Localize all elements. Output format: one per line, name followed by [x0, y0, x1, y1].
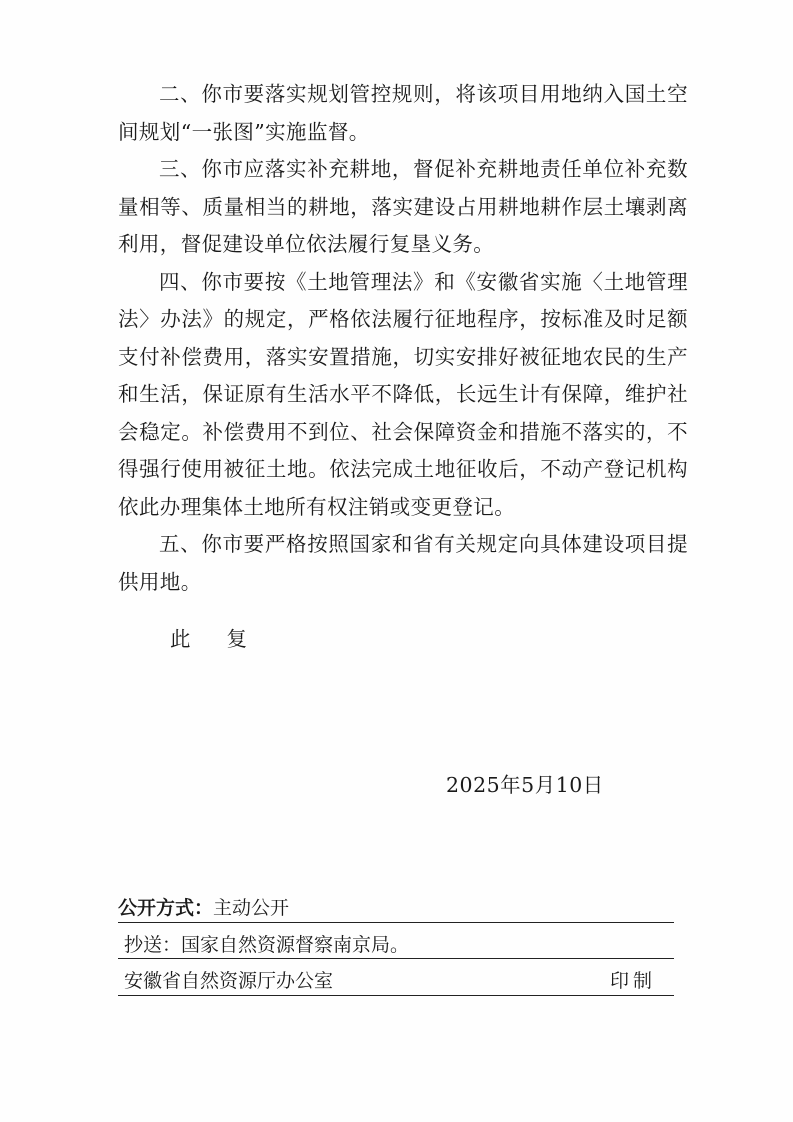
issuer-name: 安徽省自然资源厅办公室 [124, 970, 334, 992]
paragraph-5: 五、你市要严格按照国家和省有关规定向具体建设项目提供用地。 [118, 532, 688, 594]
cc-line [118, 930, 674, 957]
publication-method [118, 893, 674, 920]
publication-value: 主动公开 [213, 897, 290, 919]
cc-label: 抄送： [124, 934, 182, 956]
footer-divider-top [118, 922, 674, 923]
paragraph-2: 二、你市要落实规划管控规则，将该项目用地纳入国土空间规划“一张图”实施监督。 [118, 82, 688, 144]
footer-divider-bottom [118, 995, 674, 996]
cc-recipient: 国家自然资源督察南京局。 [181, 934, 410, 956]
paragraph-3: 三、你市应落实补充耕地，督促补充耕地责任单位补充数量相等、质量相当的耕地，落实建设占用耕地耕作层土壤剥离利用，督促建设单位依法履行复垦义务。 [118, 157, 688, 256]
document-body [118, 76, 688, 601]
print-label: 印制 [609, 970, 656, 992]
publication-label: 公开方式： [118, 897, 214, 919]
footer-divider-middle [118, 958, 674, 959]
issue-date: 2025年5月10日 [446, 773, 604, 797]
closing-reply: 此复 [170, 627, 283, 651]
paragraph-4: 四、你市要按《土地管理法》和《安徽省实施〈土地管理法〉办法》的规定，严格依法履行征地程序，按标准及时足额支付补偿费用，落实安置措施，切实安排好被征地农民的生产和生活，保证原有生活水平不降低，长远生计有保障，维护社会稳定。补偿费用不到位、社会保障资金和措施不落实的，不得强行使用被征土地。依法完成土地征收后，不动产登记机构依此办理集体土地所有权注销或变更登记。 [118, 269, 688, 519]
